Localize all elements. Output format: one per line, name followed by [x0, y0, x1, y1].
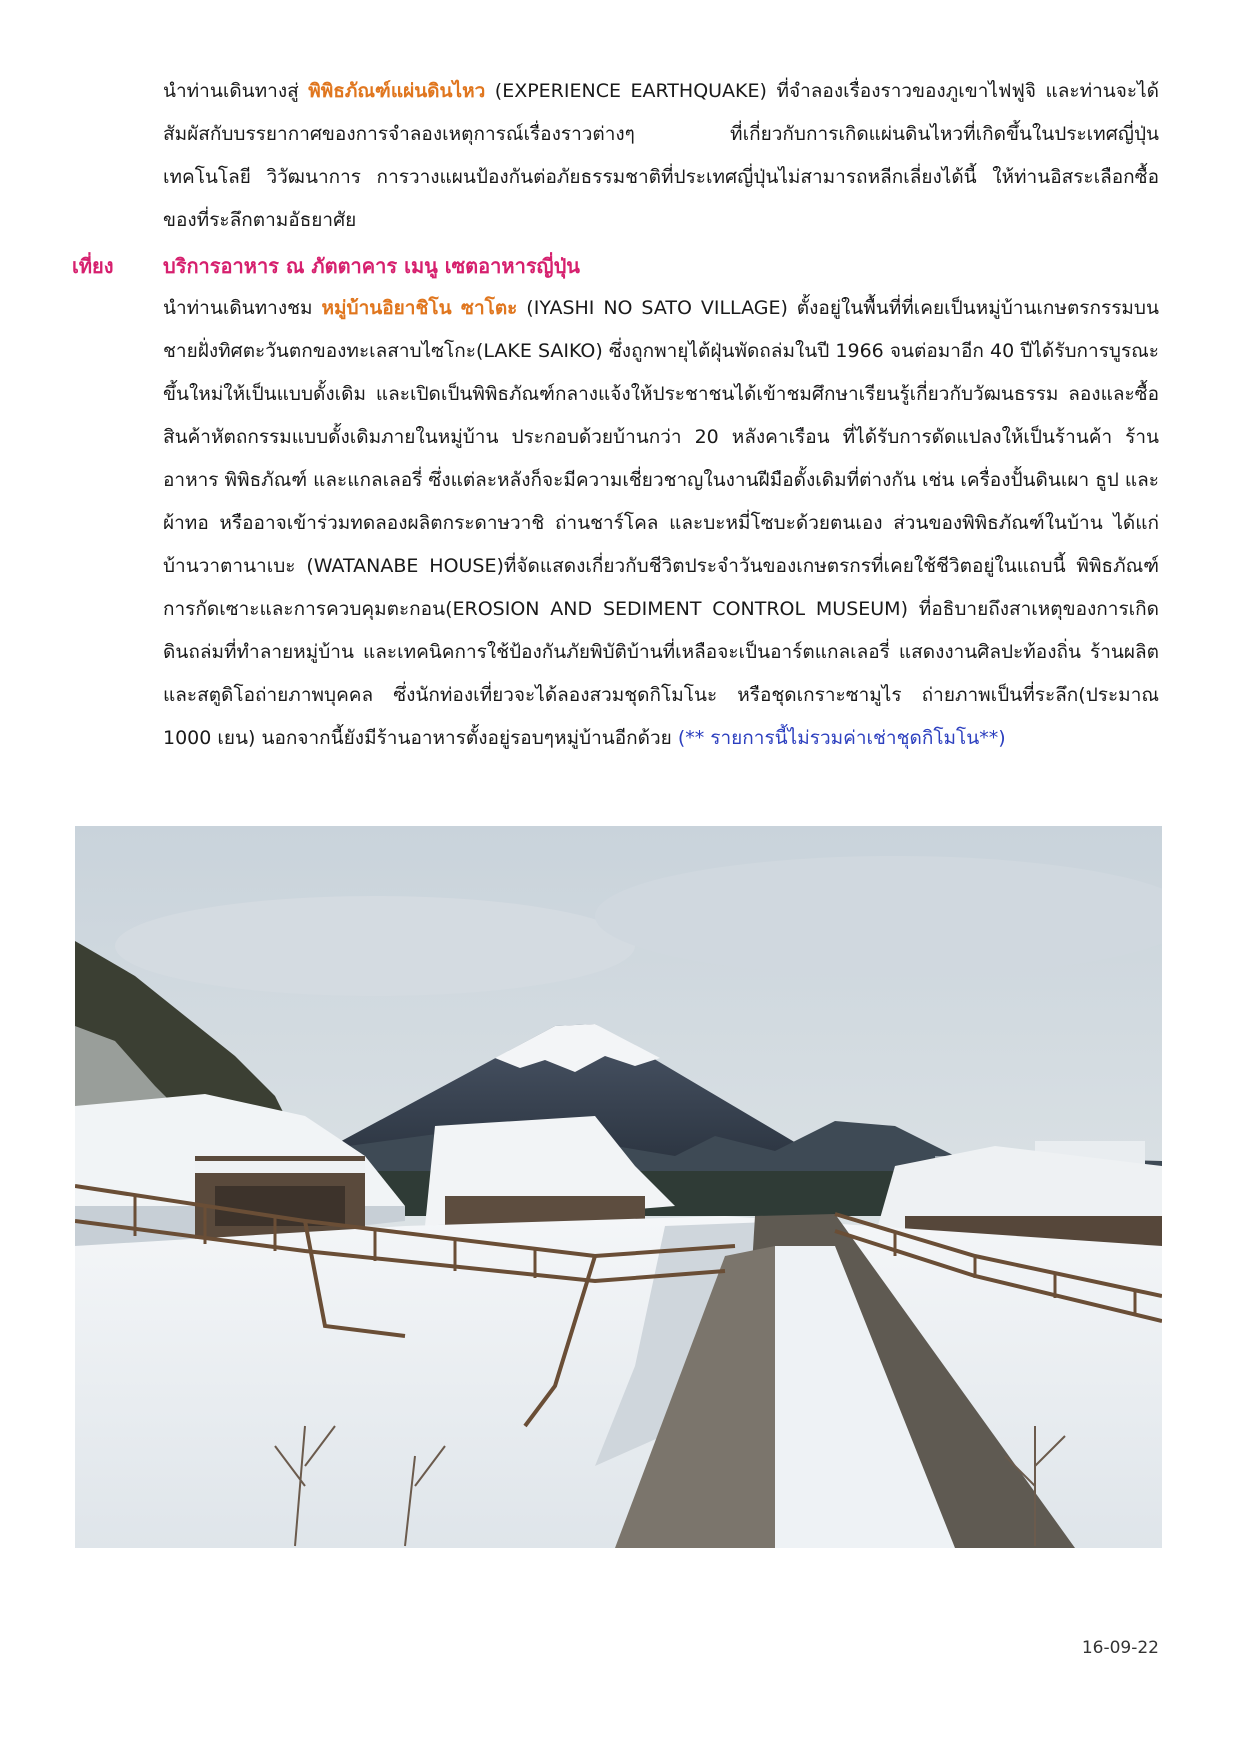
village-lead: นำท่านเดินทางชม — [163, 297, 322, 319]
intro-paragraph — [163, 70, 1159, 242]
village-name: หมู่บ้านอิยาชิโน ซาโตะ — [321, 297, 518, 319]
meal-text: บริการอาหาร ณ ภัตตาคาร เมนู เซตอาหารญี่ปุ่น — [163, 254, 580, 278]
intro-rest: (EXPERIENCE EARTHQUAKE) ที่จำลองเรื่องราวของภูเขาไฟฟูจิ และท่านจะได้สัมผัสกับบรรยากาศของการจำลองเหตุการณ์เรื่องราวต่างๆ ที่เกี่ยวกับการเกิดแผ่นดินไหวที่เกิดขึ้นในประเทศญี่ปุ่น เทคโนโลยี วิวัฒนาการ การวางแผนป้องกันต่อภัยธรรมชาติที่ประเทศญี่ปุ่นไม่สามารถหลีกเลี่ยงได้นี้ ให้ท่านอิสระเลือกซื้อของที่ระลึกตามอัธยาศัย — [163, 80, 1159, 231]
footer-date: 16-09-22 — [1081, 1638, 1159, 1658]
intro-lead: นำท่านเดินทางสู่ — [163, 80, 309, 102]
iyashi-no-sato-snow-photo — [75, 826, 1162, 1548]
earthquake-museum-name: พิพิธภัณฑ์แผ่นดินไหว — [308, 80, 486, 102]
meal-label: เที่ยง — [72, 254, 114, 278]
village-paragraph — [163, 287, 1159, 760]
village-rest: (IYASHI NO SATO VILLAGE) ตั้งอยู่ในพื้นที่ที่เคยเป็นหมู่บ้านเกษตรกรรมบนชายฝั่งทิศตะวันตกของทะเลสาบไซโกะ(LAKE SAIKO) ซึ่งถูกพายุไต้ฝุ่นพัดถล่มในปี 1966 จนต่อมาอีก 40 ปีได้รับการบูรณะขึ้นใหม่ให้เป็นแบบดั้งเดิม และเปิดเป็นพิพิธภัณฑ์กลางแจ้งให้ประชาชนได้เข้าชมศึกษาเรียนรู้เกี่ยวกับวัฒนธรรม ลองและซื้อสินค้าหัตถกรรมแบบดั้งเดิมภายในหมู่บ้าน ประกอบด้วยบ้านกว่า 20 หลังคาเรือน ที่ได้รับการดัดแปลงให้เป็นร้านค้า ร้านอาหาร พิพิธภัณฑ์ และแกลเลอรี่ ซึ่งแต่ละหลังก็จะมีความเชี่ยวชาญในงานฝีมือดั้งเดิมที่ต่างกัน เช่น เครื่องปั้นดินเผา ธูป และผ้าทอ หรืออาจเข้าร่วมทดลองผลิตกระดาษวาชิ ถ่านชาร์โคล และบะหมี่โซบะด้วยตนเอง ส่วนของพิพิธภัณฑ์ในบ้าน ได้แก่ บ้านวาตานาเบะ (WATANABE HOUSE)ที่จัดแสดงเกี่ยวกับชีวิตประจำวันของเกษตรกรที่เคยใช้ชีวิตอยู่ในแถบนี้ พิพิธภัณฑ์การกัดเซาะและการควบคุมตะกอน(EROSION AND SEDIMENT CONTROL MUSEUM) ที่อธิบายถึงสาเหตุของการเกิดดินถล่มที่ทำลายหมู่บ้าน และเทคนิคการใช้ป้องกันภัยพิบัติบ้านที่เหลือจะเป็นอาร์ตแกลเลอรี่ แสดงงานศิลปะท้องถิ่น ร้านผลิต และสตูดิโอถ่ายภาพบุคคล ซึ่งนักท่องเที่ยวจะได้ลองสวมชุดกิโมโนะ หรือชุดเกราะซามูไร ถ่ายภาพเป็นที่ระลึก(ประมาณ 1000 เยน) นอกจากนี้ยังมีร้านอาหารตั้งอยู่รอบๆหมู่บ้านอีกด้วย — [163, 297, 1159, 749]
kimono-note: (** รายการนี้ไม่รวมค่าเช่าชุดกิโมโน**) — [677, 727, 1006, 749]
